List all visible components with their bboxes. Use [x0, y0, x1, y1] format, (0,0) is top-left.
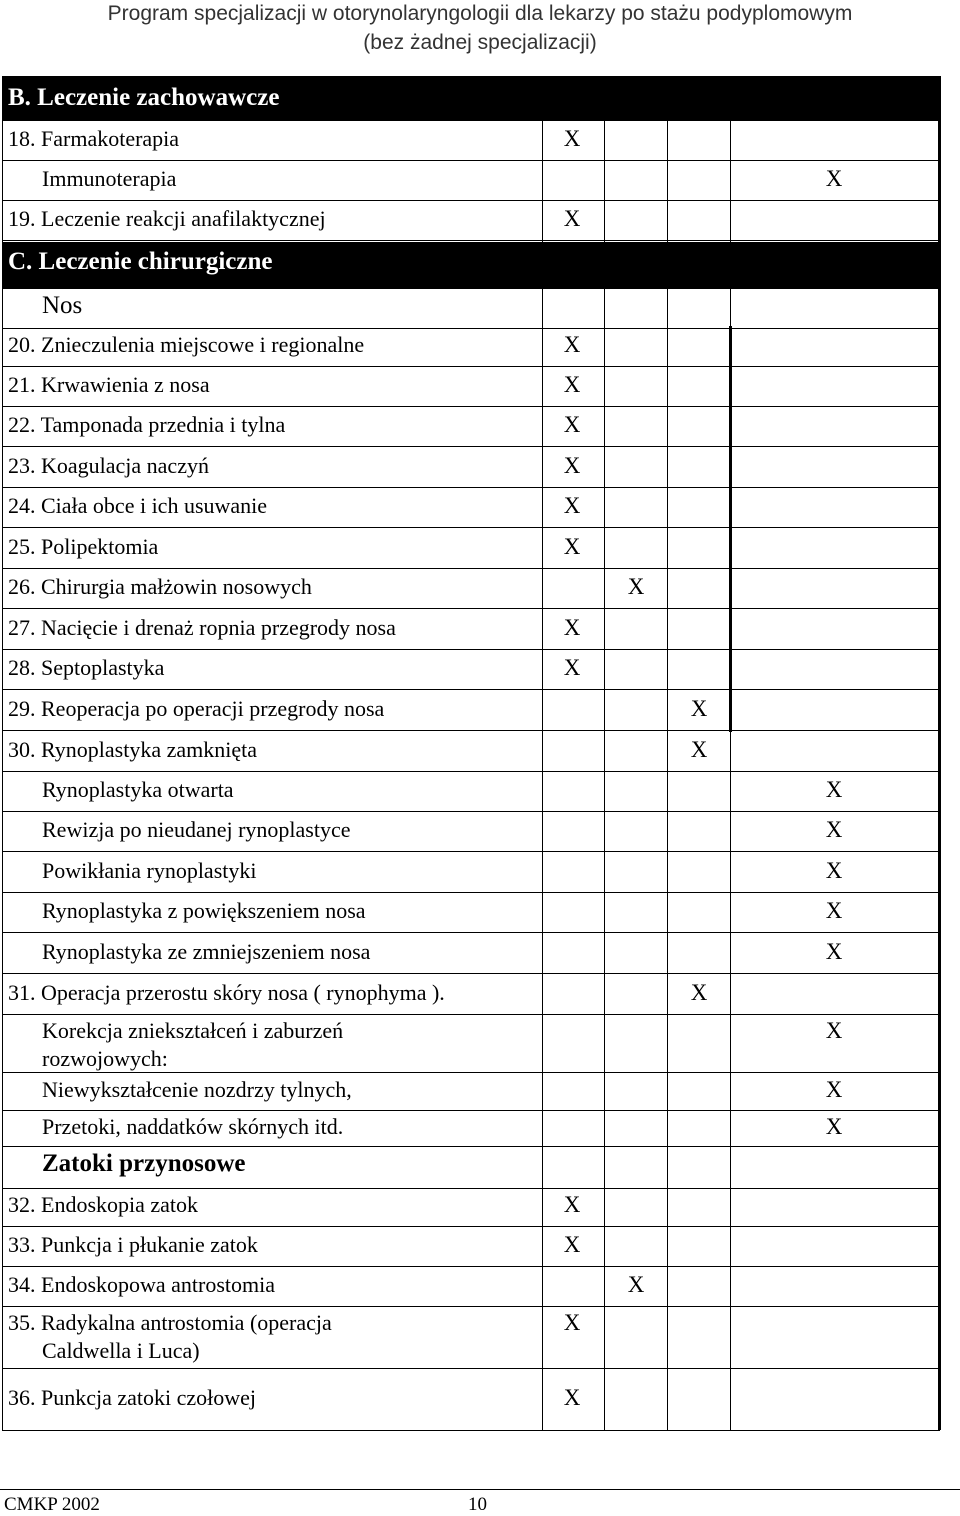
table-row: [2, 690, 938, 730]
level-mark: X: [563, 453, 581, 478]
row-label: 35. Radykalna antrostomia (operacja: [8, 1310, 332, 1335]
table-row: [2, 1226, 938, 1266]
level-mark: X: [825, 817, 843, 842]
table-row: [2, 609, 938, 649]
table-row: [2, 974, 938, 1014]
row-label: B. Leczenie zachowawcze: [8, 84, 280, 111]
row-label: Nos: [42, 292, 83, 319]
table-row: [2, 487, 938, 527]
level-mark: X: [825, 1114, 843, 1139]
table-row: [2, 120, 938, 160]
table-row: [2, 326, 938, 366]
row-label: 22. Tamponada przednia i tylna: [8, 412, 286, 437]
level-mark: X: [563, 126, 581, 151]
table-row: [2, 1014, 938, 1072]
level-mark: X: [563, 412, 581, 437]
table-row: [2, 731, 938, 771]
table-left-border: [2, 76, 3, 1430]
row-label: 31. Operacja przerostu skóry nosa ( rynophyma ).: [8, 980, 445, 1005]
row-label: 25. Polipektomia: [8, 534, 159, 559]
table-row: [2, 933, 938, 973]
level-mark: X: [690, 737, 708, 762]
row-label: Zatoki przynosowe: [42, 1150, 246, 1177]
row-label: 29. Reoperacja po operacji przegrody nosa: [8, 696, 385, 721]
level-mark: X: [825, 939, 843, 964]
row-label: 21. Krwawienia z nosa: [8, 372, 210, 397]
table-row: [2, 528, 938, 568]
level-mark: X: [563, 372, 581, 397]
level-mark: X: [563, 332, 581, 357]
table-row: [2, 242, 938, 288]
row-label: 19. Leczenie reakcji anafilaktycznej: [8, 206, 326, 231]
footer-divider: [0, 1489, 960, 1490]
table-row: [2, 649, 938, 689]
row-label: 32. Endoskopia zatok: [8, 1192, 199, 1217]
table-row: [2, 771, 938, 811]
row-label: Rynoplastyka z powiększeniem nosa: [42, 898, 366, 923]
row-label: 34. Endoskopowa antrostomia: [8, 1272, 276, 1297]
table-row: [2, 852, 938, 892]
row-label: Powikłania rynoplastyki: [42, 858, 257, 883]
row-label: 26. Chirurgia małżowin nosowych: [8, 574, 312, 599]
column-divider: [604, 76, 605, 1430]
table-row: [2, 1146, 938, 1188]
table-row: [2, 288, 938, 328]
table-row: [2, 1306, 938, 1368]
row-label: 30. Rynoplastyka zamknięta: [8, 737, 258, 762]
level-mark: X: [627, 1272, 645, 1297]
row-label: Rewizja po nieudanej rynoplastyce: [42, 817, 351, 842]
row-label: C. Leczenie chirurgiczne: [8, 248, 273, 275]
level-mark: X: [563, 1192, 581, 1217]
row-label: Rynoplastyka ze zmniejszeniem nosa: [42, 939, 371, 964]
document-header-line1: Program specjalizacji w otorynolaryngologii dla lekarzy po stażu podyplomowym: [107, 2, 853, 25]
row-label: Przetoki, naddatków skórnych itd.: [42, 1114, 344, 1139]
table-row: [2, 160, 938, 200]
level-mark: X: [563, 1232, 581, 1257]
column-divider: [938, 76, 941, 1430]
level-mark: X: [563, 206, 581, 231]
level-mark: X: [825, 1018, 843, 1043]
table-row: [2, 447, 938, 487]
row-label: 23. Koagulacja naczyń: [8, 453, 209, 478]
row-label: 27. Nacięcie i drenaż ropnia przegrody nosa: [8, 615, 396, 640]
column-divider: [667, 76, 668, 1430]
column-divider: [730, 76, 731, 1430]
column-divider: [542, 76, 543, 1430]
table-row: [2, 200, 938, 240]
row-label: 20. Znieczulenia miejscowe i regionalne: [8, 332, 365, 357]
table-row: [2, 1266, 938, 1306]
row-label-continuation: rozwojowych:: [42, 1046, 168, 1071]
table-top-border: [2, 76, 940, 78]
row-label: 28. Septoplastyka: [8, 655, 165, 680]
level-mark: X: [825, 166, 843, 191]
level-mark: X: [563, 493, 581, 518]
row-label: 33. Punkcja i płukanie zatok: [8, 1232, 258, 1257]
row-label: Niewykształcenie nozdrzy tylnych,: [42, 1077, 352, 1102]
footer-publisher: CMKP 2002: [4, 1494, 100, 1515]
row-label: 18. Farmakoterapia: [8, 126, 180, 151]
table-row: [2, 811, 938, 851]
table-row: [2, 78, 938, 120]
level-mark: X: [825, 777, 843, 802]
row-divider: [2, 240, 938, 241]
level-mark: X: [825, 1077, 843, 1102]
table-row: [2, 406, 938, 446]
table-row: [2, 1072, 938, 1110]
level-mark: X: [563, 655, 581, 680]
column-divider-thick: [729, 326, 732, 732]
level-mark: X: [627, 574, 645, 599]
row-label: Immunoterapia: [42, 166, 177, 191]
table-bottom-border: [2, 1430, 940, 1431]
level-mark: X: [825, 898, 843, 923]
table-row: [2, 568, 938, 608]
level-mark: X: [563, 615, 581, 640]
level-mark: X: [690, 980, 708, 1005]
page-number: 10: [468, 1494, 487, 1515]
table-row: [2, 1368, 938, 1430]
level-mark: X: [825, 858, 843, 883]
table-row: [2, 366, 938, 406]
table-row: [2, 892, 938, 932]
level-mark: X: [563, 534, 581, 559]
level-mark: X: [690, 696, 708, 721]
level-mark: X: [563, 1385, 581, 1410]
row-label: Korekcja zniekształceń i zaburzeń: [42, 1018, 344, 1043]
row-label: 24. Ciała obce i ich usuwanie: [8, 493, 268, 518]
document-header-line2: (bez żadnej specjalizacji): [363, 31, 597, 54]
table-row: [2, 1186, 938, 1226]
table-row: [2, 1110, 938, 1146]
row-label: 36. Punkcja zatoki czołowej: [8, 1385, 257, 1410]
row-label: Rynoplastyka otwarta: [42, 777, 234, 802]
row-label-continuation: Caldwella i Luca): [42, 1338, 200, 1363]
level-mark: X: [563, 1310, 581, 1335]
